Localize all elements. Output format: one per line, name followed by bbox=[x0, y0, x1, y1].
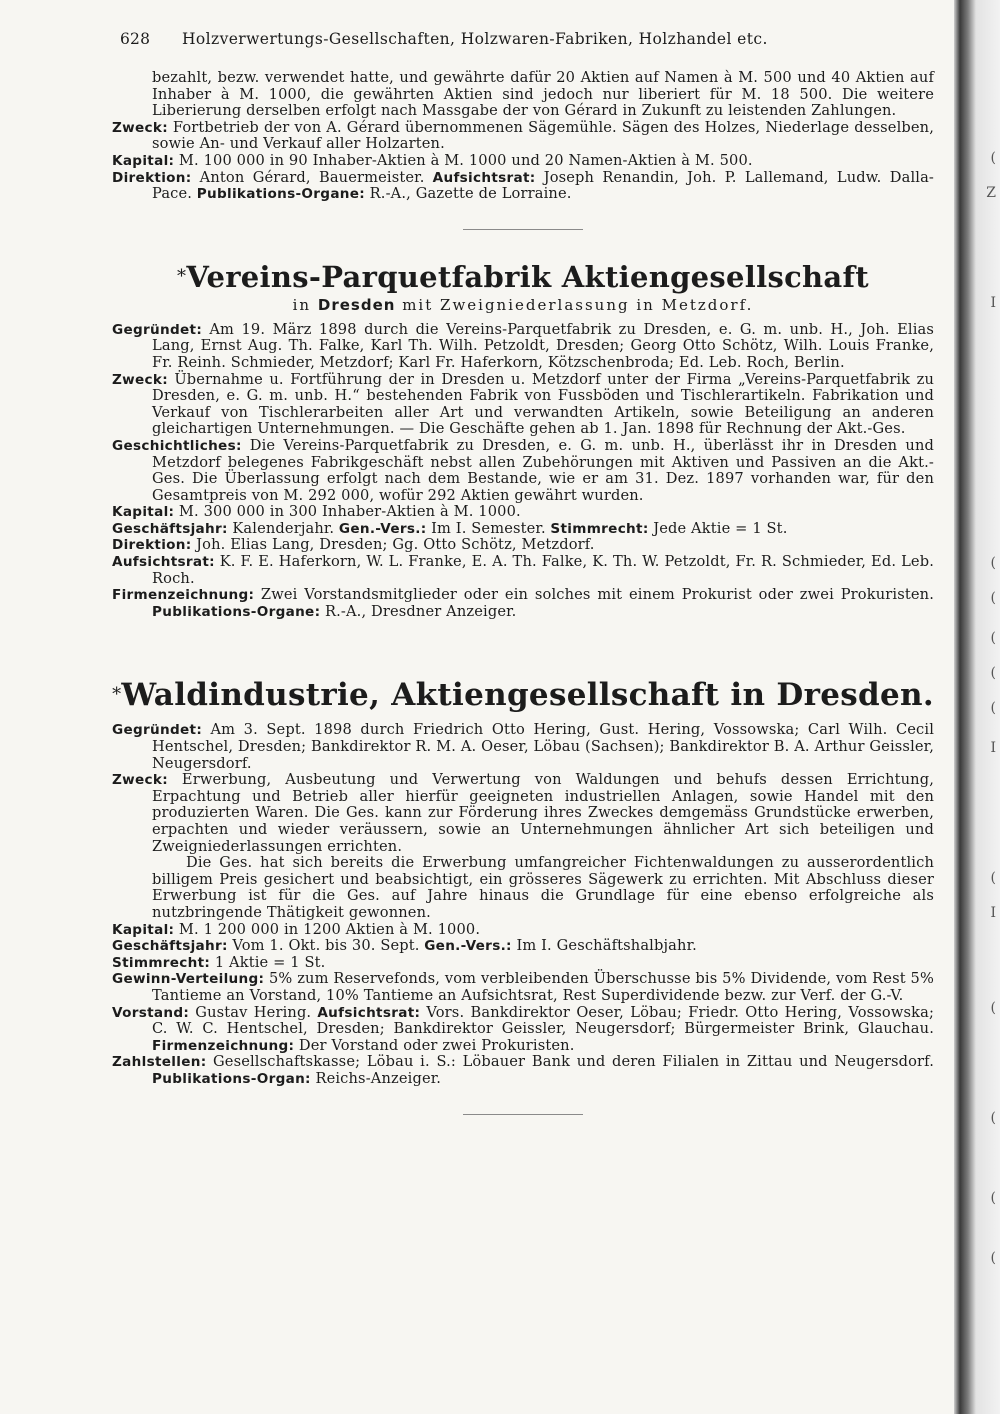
company-title: *Vereins-Parquetfabrik Aktiengesellschaft bbox=[177, 259, 869, 294]
entry-paragraph: Direktion: Joh. Elias Lang, Dresden; Gg. Otto Schötz, Metzdorf. bbox=[112, 536, 595, 554]
company-entry bbox=[112, 722, 934, 1087]
running-title: Holzverwertungs-Gesellschaften, Holzwaren-Fabriken, Holzhandel etc. bbox=[182, 30, 768, 48]
margin-mark: ( bbox=[990, 1250, 996, 1266]
margin-mark: I bbox=[990, 295, 996, 311]
margin-mark: ( bbox=[990, 700, 996, 716]
section-divider bbox=[463, 1114, 583, 1115]
margin-mark: ( bbox=[990, 630, 996, 646]
entry-paragraph: bezahlt, bezw. verwendet hatte, und gewährte dafür 20 Aktien auf Namen à M. 500 und 40 Aktien auf Inhaber à M. 1000, die gewährten Aktien sind jedoch nur liberiert für M. 18 500. Die weitere Liberierung derselben erfolgt nach Massgabe der von Gérard in Zukunft zu leistenden Zahlungen. bbox=[152, 69, 934, 120]
entry-paragraph: Direktion: Anton Gérard, Bauermeister. Aufsichtsrat: Joseph Renandin, Joh. P. Lallemand, Ludw. Dalla-Pace. Publikations-Organe: R.-A., Gazette de Lorraine. bbox=[112, 168, 935, 203]
margin-bleed-marks bbox=[984, 0, 996, 1414]
company-subtitle: in Dresden mit Zweigniederlassung in Metzdorf. bbox=[292, 295, 754, 314]
margin-mark: ( bbox=[990, 1190, 996, 1206]
entry-paragraph: Geschäftsjahr: Kalenderjahr. Gen.-Vers.: Im I. Semester. Stimmrecht: Jede Aktie = 1 St. bbox=[112, 519, 788, 537]
margin-mark: I bbox=[990, 905, 996, 921]
margin-mark: ( bbox=[990, 665, 996, 681]
entry-paragraph: Stimmrecht: 1 Aktie = 1 St. bbox=[112, 953, 326, 971]
entry-paragraph: Gewinn-Verteilung: 5% zum Reservefonds, vom verbleibenden Überschusse bis 5% Dividende, vom Rest 5% Tantieme an Vorstand, 10% Tantieme an Aufsichtsrat, Rest Superdividende bezw. zur Verf. der G.-V. bbox=[112, 970, 935, 1004]
continued-entry bbox=[112, 70, 934, 203]
document-page bbox=[112, 30, 934, 1145]
entry-paragraph: Kapital: M. 100 000 in 90 Inhaber-Aktien à M. 1000 und 20 Namen-Aktien à M. 500. bbox=[112, 151, 753, 169]
margin-mark: ( bbox=[990, 590, 996, 606]
running-header bbox=[120, 30, 934, 48]
entry-paragraph: Zweck: Erwerbung, Ausbeutung und Verwertung von Waldungen und behufs dessen Errichtung, Erpachtung und Betrieb aller hierfür geeigneten industriellen Anlagen, sowie Handel mit den produzierten Waren. Die Ges. kann zur Förderung ihres Zweckes demgemäss Grundstücke erwerben, erpachten und wieder veräussern, sowie an Unternehmungen ähnlicher Art sich beteiligen und Zweigniederlassungen errichten. bbox=[112, 771, 935, 855]
margin-mark: Z bbox=[986, 185, 996, 201]
entry-paragraph: Kapital: M. 1 200 000 in 1200 Aktien à M. 1000. bbox=[112, 920, 481, 938]
spacer bbox=[112, 620, 934, 670]
company-title: *Waldindustrie, Aktiengesellschaft in Dresden. bbox=[112, 677, 934, 714]
entry-paragraph: Vorstand: Gustav Hering. Aufsichtsrat: Vors. Bankdirektor Oeser, Löbau; Friedr. Otto Hering, Vossowska; C. W. C. Hentschel, Dresden; Bankdirektor Geissler, Neugersdorf; Bürgermeister Brink, Glauchau. Firmenzeichnung: Der Vorstand oder zwei Prokuristen. bbox=[112, 1003, 935, 1054]
entry-paragraph: Kapital: M. 300 000 in 300 Inhaber-Aktien à M. 1000. bbox=[112, 503, 521, 521]
company-entry bbox=[112, 322, 934, 621]
section-divider bbox=[463, 229, 583, 230]
entry-paragraph: Zahlstellen: Gesellschaftskasse; Löbau i. S.: Löbauer Bank und deren Filialen in Zittau und Neugersdorf. Publikations-Organ: Reichs-Anzeiger. bbox=[112, 1053, 934, 1087]
entry-paragraph: Firmenzeichnung: Zwei Vorstandsmitglieder oder ein solches mit einem Prokurist oder zwei Prokuristen. Publikations-Organe: R.-A., Dresdner Anzeiger. bbox=[112, 586, 934, 620]
entry-paragraph: Geschichtliches: Die Vereins-Parquetfabrik zu Dresden, e. G. m. unb. H., überlässt ihr in Dresden und Metzdorf belegenes Fabrikgeschäft nebst allen Zubehörungen mit Aktiven und Passiven an die Akt.-Ges. Die Überlassung erfolgt nach dem Bestande, wie er am 31. Dez. 1897 vorhanden war, für den Gesamtpreis von M. 292 000, wofür 292 Aktien gewährt wurden. bbox=[112, 436, 935, 504]
margin-mark: I bbox=[990, 740, 996, 756]
margin-mark: ( bbox=[990, 555, 996, 571]
margin-mark: ( bbox=[990, 870, 996, 886]
entry-paragraph: Zweck: Fortbetrieb der von A. Gérard übernommenen Sägemühle. Sägen des Holzes, Niederlage desselben, sowie An- und Verkauf aller Holzarten. bbox=[112, 118, 935, 153]
margin-mark: ( bbox=[990, 150, 996, 166]
company-city: Dresden bbox=[317, 295, 396, 314]
entry-paragraph: Geschäftsjahr: Vom 1. Okt. bis 30. Sept. Gen.-Vers.: Im I. Geschäftshalbjahr. bbox=[112, 937, 697, 955]
margin-mark: ( bbox=[990, 1000, 996, 1016]
margin-mark: ( bbox=[990, 1110, 996, 1126]
entry-paragraph: Zweck: Übernahme u. Fortführung der in Dresden u. Metzdorf unter der Firma „Vereins-Parquetfabrik zu Dresden, e. G. m. unb. H.“ bestehenden Fabrik von Fussböden und Tischlerartikeln. Fabrikation und Verkauf von Tischlerarbeiten aller Art und verwandten Artikeln, sowie Beteiligung an anderen gleichartigen Unternehmungen. — Die Geschäfte gehen ab 1. Jan. 1898 für Rechnung der Akt.-Ges. bbox=[112, 370, 935, 438]
entry-paragraph: Aufsichtsrat: K. F. E. Haferkorn, W. L. Franke, E. A. Th. Falke, K. Th. W. Petzoldt, Fr. R. Schmieder, Ed. Leb. Roch. bbox=[112, 553, 934, 587]
entry-paragraph: Gegründet: Am 3. Sept. 1898 durch Friedrich Otto Hering, Gust. Hering, Vossowska; Carl Wilh. Cecil Hentschel, Dresden; Bankdirektor R. M. A. Oeser, Löbau (Sachsen); Bankdirektor B. A. Arthur Geissler, Neugersdorf. bbox=[112, 721, 935, 772]
entry-paragraph: Die Ges. hat sich bereits die Erwerbung umfangreicher Fichtenwaldungen zu ausserordentlich billigem Preis gesichert und beabsichtigt, ein grösseres Sägewerk zu errichten. Mit Abschluss dieser Erwerbung ist für die Ges. auf Jahre hinaus die Grundlage für eine ebenso erfolgreiche als nutzbringende Thätigkeit gewonnen. bbox=[152, 854, 934, 921]
page-number: 628 bbox=[120, 30, 151, 48]
entry-paragraph: Gegründet: Am 19. März 1898 durch die Vereins-Parquetfabrik zu Dresden, e. G. m. unb. H., Joh. Elias Lang, Ernst Aug. Th. Falke, Karl Th. Wilh. Petzoldt, Dresden; Georg Otto Schötz, Wilh. Louis Franke, Fr. Reinh. Schmieder, Metzdorf; Karl Fr. Haferkorn, Kötzschenbroda; Ed. Leb. Roch, Berlin. bbox=[112, 320, 934, 371]
